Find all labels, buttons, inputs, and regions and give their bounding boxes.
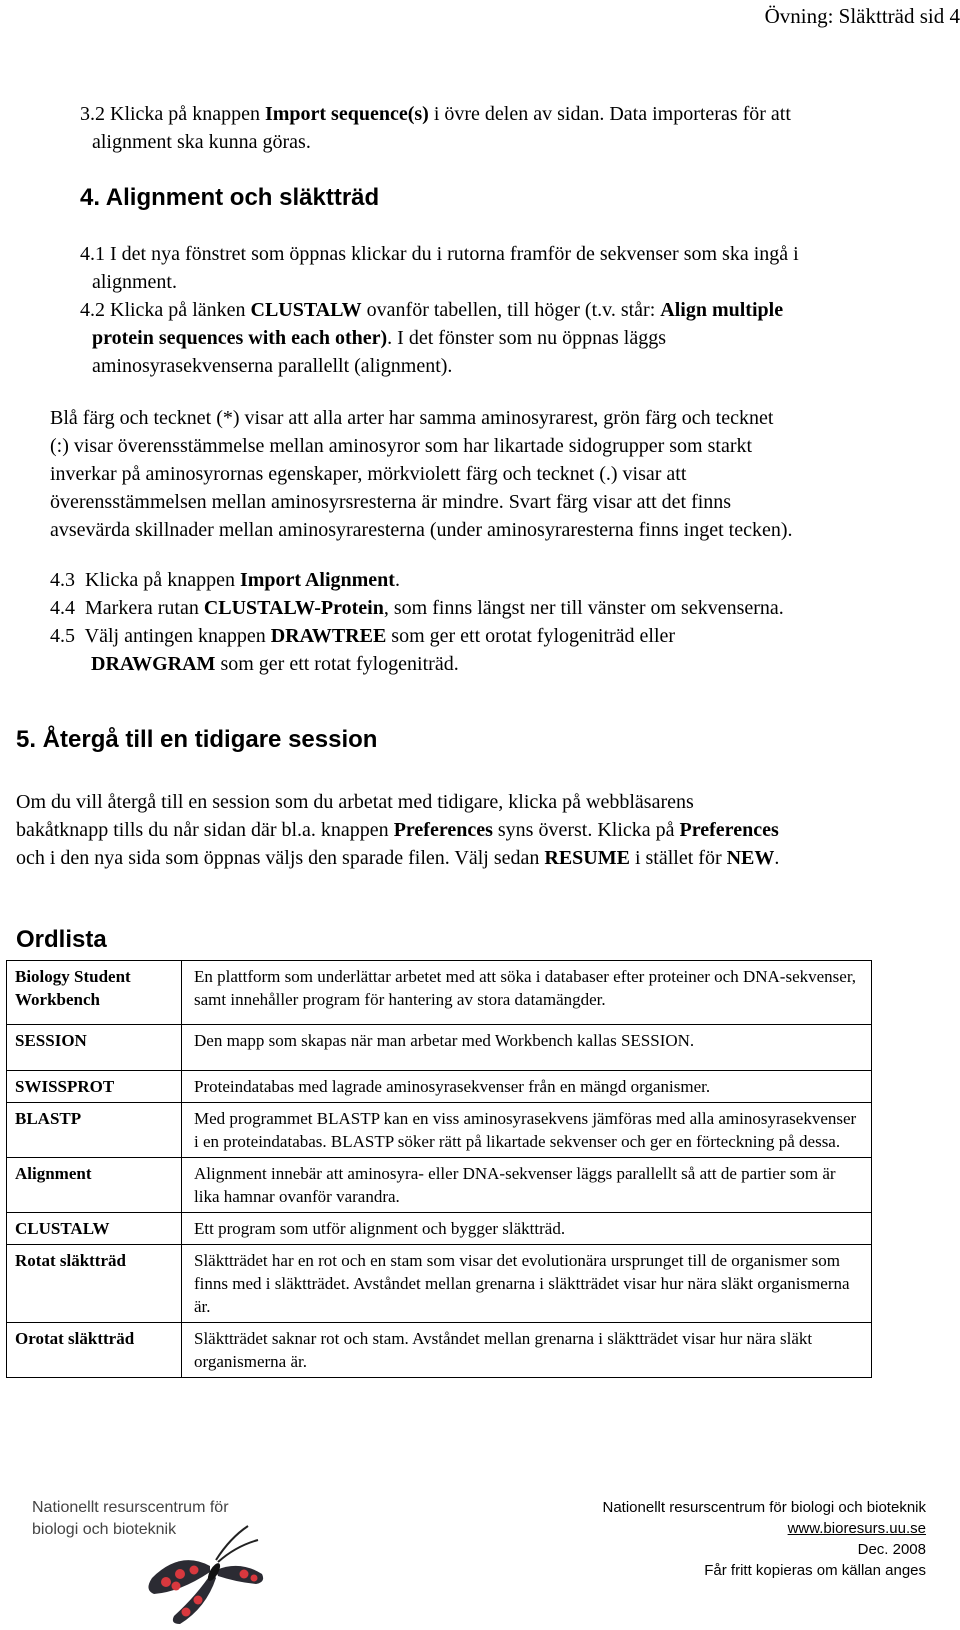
glossary-definition: En plattform som underlättar arbetet med att söka i databaser efter proteiner och DNA-sekvenser, samt innehåller program för hantering av stora datamängder. [182,961,872,1025]
table-row [7,1103,872,1158]
table-row [7,1158,872,1213]
glossary-term: Alignment [7,1158,182,1213]
clustalw-protein-label: CLUSTALW-Protein [203,597,384,619]
glossary-term: Biology Student Workbench [7,961,182,1025]
drawgram-label: DRAWGRAM [91,653,216,675]
step-4-5: 4.5 Välj antingen knappen DRAWTREE som ger ett orotat fylogeniträd eller [50,625,676,647]
step-text-line2: alignment. [92,271,177,293]
glossary-term: Orotat släktträd [7,1323,182,1378]
footer-url-link[interactable]: www.bioresurs.uu.se [787,1520,926,1537]
footer-org: Nationellt resurscentrum för biologi och bioteknik [602,1499,926,1516]
glossary-definition: Ett program som utför alignment och bygger släktträd. [182,1213,872,1245]
step-4-1 [80,240,950,296]
section-5-paragraph: Om du vill återgå till en session som du arbetat med tidigare, klicka på webbläsarens bakåtknapp tills du når sidan där bl.a. knappen Preferences syns överst. Klicka på Preferences och i den nya sida som öppnas väljs den sparade filen. Välj sedan RESUME i stället för NEW. [16,791,780,869]
step-4-2: 4.2 Klicka på länken CLUSTALW ovanför tabellen, till höger (t.v. står: Align multiple protein sequences with each other). I det fönster som nu öppnas läggs aminosyrasekvenserna parallellt (alignment). [80,299,784,377]
footer-date: Dec. 2008 [857,1541,926,1558]
glossary-definition: Släktträdet saknar rot och stam. Avståndet mellan grenarna i släktträdet visar hur nära släkt organismerna är. [182,1323,872,1378]
table-row [7,1245,872,1323]
step-text-line3: aminosyrasekvenserna parallellt (alignment). [92,355,453,377]
step-text: Klicka på knappen Import sequence(s) i övre delen av sidan. Data importeras för att [110,103,791,125]
step-4-3: 4.3 Klicka på knappen Import Alignment. [50,569,400,591]
step-text-line2: alignment ska kunna göras. [92,131,311,153]
step-text: I det nya fönstret som öppnas klickar du i rutorna framför de sekvenser som ska ingå i [110,243,799,265]
glossary-definition: Släktträdet har en rot och en stam som visar det evolutionära ursprunget till de organismer som finns med i släktträdet. Avståndet mellan grenarna i släktträdet visar hur nära släkt organismerna är. [182,1245,872,1323]
step-number: 4.2 [80,299,105,321]
import-alignment-label: Import Alignment [239,569,395,591]
import-sequences-label: Import sequence(s) [264,103,429,125]
footer-info [603,1497,927,1581]
glossary-term: SWISSPROT [7,1071,182,1103]
glossary-term: CLUSTALW [7,1213,182,1245]
glossary-definition: Den mapp som skapas när man arbetar med Workbench kallas SESSION. [182,1025,872,1071]
section-5-title: 5. Återgå till en tidigare session [16,726,378,753]
butterfly-logo-icon [140,1520,270,1628]
table-row [7,961,872,1025]
step-3-2 [80,100,940,156]
step-4-5-line2: DRAWGRAM som ger ett rotat fylogeniträd. [91,653,459,675]
logo-text-line2: biologi och bioteknik [32,1521,177,1538]
glossary-definition: Proteindatabas med lagrade aminosyrasekvenser från en mängd organismer. [182,1071,872,1103]
page-header: Övning: Släktträd sid 4 [764,4,960,28]
step-4-4: 4.4 Markera rutan CLUSTALW-Protein, som finns längst ner till vänster om sekvenserna. [50,597,784,619]
steps-4-3-to-4-5 [50,566,950,678]
glossary-table [6,960,872,1378]
drawtree-label: DRAWTREE [270,625,387,647]
step-number: 4.1 [80,243,105,265]
clustalw-link-label: CLUSTALW [250,299,362,321]
glossary-title: Ordlista [16,926,107,953]
table-row [7,1071,872,1103]
glossary-term: SESSION [7,1025,182,1071]
glossary-definition: Med programmet BLASTP kan en viss aminosyrasekvens jämföras med alla aminosyrasekvenser i en proteindatabas. BLASTP söker rätt på likartade sekvenser och ger en förteckning på dessa. [182,1103,872,1158]
color-legend-paragraph: Blå färg och tecknet (*) visar att alla arter har samma aminosyrarest, grön färg och tecknet (:) visar överensstämmelse mellan aminosyror som har likartade sidogrupper som starkt inverkar på aminosyrornas egenskaper, mörkviolett färg och tecknet (.) visar att överensstämmelsen mellan aminosyrsresterna är mindre. Svart färg visar att det finns avsevärda skillnader mellan aminosyraresterna (under aminosyraresterna finns inget tecken). [50,407,793,541]
table-row [7,1213,872,1245]
glossary-definition: Alignment innebär att aminosyra- eller DNA-sekvenser läggs parallellt så att de partier som är lika hamnar ovanför varandra. [182,1158,872,1213]
section-4-title: 4. Alignment och släktträd [80,184,380,211]
table-row [7,1323,872,1378]
footer-copy-note: Får fritt kopieras om källan anges [704,1562,926,1579]
step-number: 3.2 [80,103,105,125]
logo-text-line1: Nationellt resurscentrum för [32,1499,229,1516]
table-row [7,1025,872,1071]
glossary-term: BLASTP [7,1103,182,1158]
glossary-term: Rotat släktträd [7,1245,182,1323]
